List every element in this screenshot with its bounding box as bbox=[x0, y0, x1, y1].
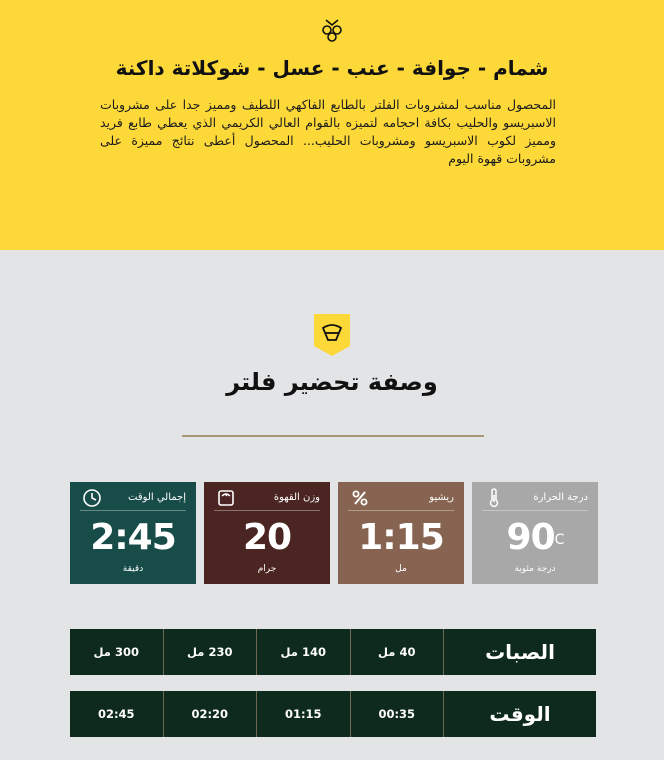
card-unit: جرام bbox=[257, 564, 277, 574]
filter-badge-icon bbox=[314, 314, 350, 356]
card-value: 1:15 bbox=[358, 517, 444, 558]
pour-cell: 300 مل bbox=[93, 645, 139, 659]
time-cell: 01:15 bbox=[256, 691, 350, 737]
recipe-title: وصفة تحضير فلتر bbox=[226, 368, 438, 396]
card-ratio bbox=[338, 482, 464, 584]
recipe-section bbox=[0, 250, 664, 760]
pour-cell: 140 مل bbox=[256, 629, 350, 675]
card-unit: درجة مئوية bbox=[514, 564, 556, 574]
times-row bbox=[70, 691, 596, 737]
scale-icon bbox=[216, 488, 236, 508]
card-label: ريشيو bbox=[429, 492, 454, 503]
time-cell: 02:20 bbox=[163, 691, 257, 737]
pours-row bbox=[70, 629, 596, 675]
card-value: $90^C$ bbox=[506, 517, 564, 558]
recipe-cards bbox=[70, 482, 596, 584]
product-description-section bbox=[0, 0, 664, 250]
times-header: الوقت bbox=[443, 691, 596, 737]
time-cell: 00:35 bbox=[350, 691, 444, 737]
card-label: درجة الحرارة bbox=[533, 492, 588, 503]
pours-header: الصبات bbox=[443, 629, 596, 675]
card-value: 20 bbox=[242, 517, 292, 558]
title-divider bbox=[182, 435, 484, 437]
card-label: إجمالي الوقت bbox=[128, 492, 186, 503]
card-unit: دقيقة bbox=[122, 564, 144, 574]
flavor-notes-title: شمام - جوافة - عنب - عسل - شوكلاتة داكنة bbox=[115, 56, 549, 80]
thermometer-icon bbox=[484, 488, 504, 508]
card-total-time bbox=[70, 482, 196, 584]
card-label: وزن القهوة bbox=[273, 492, 320, 503]
percent-icon bbox=[350, 488, 370, 508]
pour-cell: 40 مل bbox=[350, 629, 444, 675]
clock-icon bbox=[82, 488, 102, 508]
card-unit: مل bbox=[395, 564, 407, 574]
pour-cell: 230 مل bbox=[163, 629, 257, 675]
card-value: 2:45 bbox=[90, 517, 176, 558]
card-temperature bbox=[472, 482, 598, 584]
grape-leaf-icon bbox=[318, 16, 346, 44]
time-cell: 02:45 bbox=[97, 707, 135, 721]
card-coffee-weight bbox=[204, 482, 330, 584]
product-description: المحصول مناسب لمشروبات الفلتر بالطابع الفاكهي اللطيف ومميز جدا على مشروبات الاسبريسو والحليب بكافة احجامه لتميزه بالقوام العالي الكريمي الذي يعطي طابع فريد ومميز لكوب الاسبريسو ومشروبات الحليب... المحصول أعطى نتائج مميزة على مشروبات قهوة اليوم bbox=[100, 97, 556, 166]
